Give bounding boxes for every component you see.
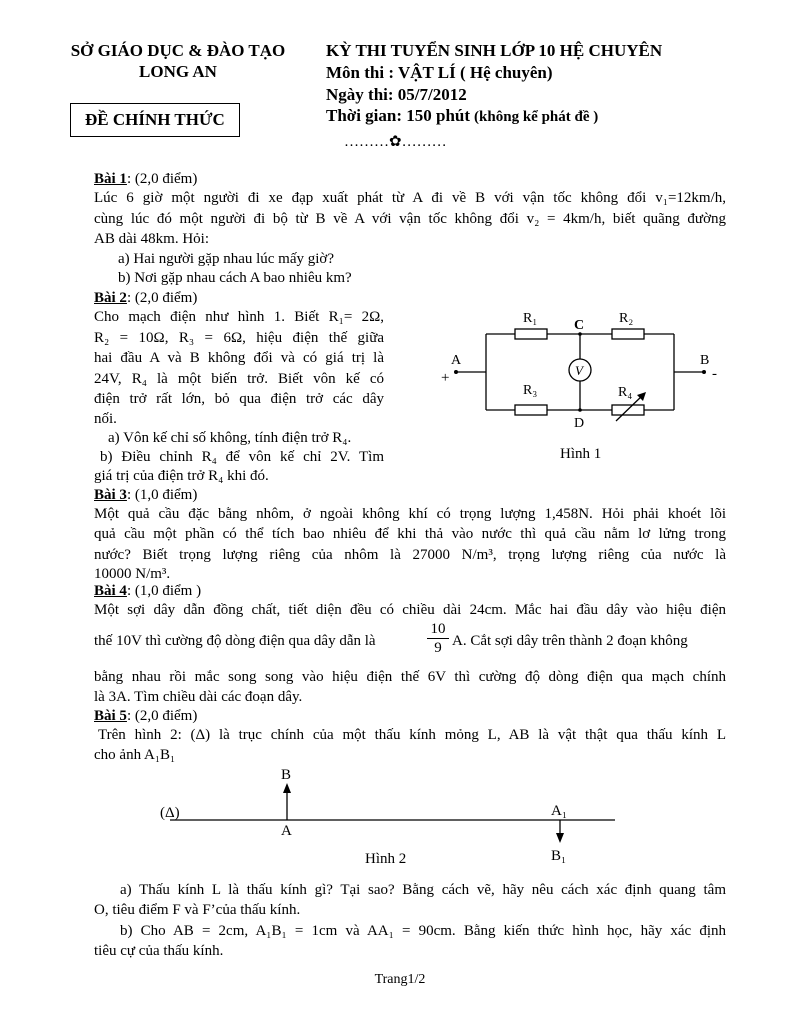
bai2-line2: R₂ = 10Ω, R₃ = 6Ω, hiệu điện thế giữa	[94, 330, 384, 346]
label-a: A	[281, 823, 292, 839]
bai3-heading	[94, 486, 197, 505]
bai5-question-a2: O, tiêu điểm F và F’của thấu kính.	[94, 902, 301, 918]
department-name: SỞ GIÁO DỤC & ĐÀO TẠO	[70, 41, 286, 60]
terminal-a-dot	[454, 370, 458, 374]
bai4-title: Bài 4	[94, 583, 127, 599]
figure1-caption: Hình 1	[560, 446, 602, 462]
bai5-line2: cho ảnh A₁B₁	[94, 747, 176, 763]
bai5-question-b1: b) Cho AB = 2cm, A₁B₁ = 1cm và AA₁ = 90cm. Bằng kiến thức hình học, hãy xác định	[120, 923, 726, 939]
exam-title: KỲ THI TUYỂN SINH LỚP 10 HỆ CHUYÊN	[326, 41, 663, 60]
resistor-r1	[515, 329, 547, 339]
bai1-question-a: a) Hai người gặp nhau lúc mấy giờ?	[118, 251, 335, 267]
bai1-title: Bài 1	[94, 171, 127, 187]
exam-duration-note: (không kể phát đề )	[474, 109, 599, 125]
bai4-line2b: A. Cắt sợi dây trên thành 2 đoạn không	[452, 633, 688, 649]
label-r3: R₃	[523, 383, 538, 398]
bai4-points: : (1,0 điểm )	[126, 583, 202, 599]
label-voltmeter: V	[575, 363, 583, 378]
label-r2: R₂	[619, 311, 634, 326]
label-r1: R₁	[523, 311, 538, 326]
bai2-question-b2: giá trị của điện trở R₄ khi đó.	[94, 468, 269, 484]
exam-duration-main: Thời gian: 150 phút	[326, 106, 471, 125]
bai2-heading	[94, 289, 197, 308]
bai2-points: : (2,0 điểm)	[126, 290, 198, 306]
province-name: LONG AN	[139, 62, 217, 81]
figure2-caption: Hình 2	[365, 851, 407, 867]
bai3-title: Bài 3	[94, 487, 127, 503]
exam-subject: Môn thi : VẬT LÍ ( Hệ chuyên)	[326, 63, 553, 82]
bai2-line4: 24V, R₄ là một biến trở. Biết vôn kế có	[94, 371, 384, 387]
bai4-line3: bằng nhau rồi mắc song song vào hiệu điện thế 6V thì cường độ dòng điện qua mạch chính	[94, 669, 726, 685]
axis-label: (Δ)	[160, 805, 180, 821]
bai5-points: : (2,0 điểm)	[126, 708, 198, 724]
page-number: Trang1/2	[374, 972, 426, 987]
bai5-question-b2: tiêu cự của thấu kính.	[94, 943, 224, 959]
bai2-title: Bài 2	[94, 290, 127, 306]
fraction-denominator: 9	[427, 638, 449, 657]
bai3-points: : (1,0 điểm)	[126, 487, 198, 503]
arrow-down-icon	[556, 833, 564, 843]
bai1-line3: AB dài 48km. Hỏi:	[94, 231, 209, 247]
bai3-line2: quả cầu một phần có thể tích bao nhiêu để khi thả vào nước thì quả cầu nằm lơ lửng trong	[94, 526, 726, 542]
label-d: D	[574, 416, 585, 431]
bai2-line5: điện trở rất lớn, bỏ qua điện trở các dây	[94, 391, 384, 407]
bai2-line3: hai đầu A và B không đổi và có giá trị là	[94, 350, 384, 366]
optics-diagram	[150, 765, 620, 870]
bai1-heading	[94, 170, 197, 189]
header-separator: ………✿………	[344, 134, 447, 150]
bai5-title: Bài 5	[94, 708, 127, 724]
bai2-question-a: a) Vôn kế chỉ số không, tính điện trở R₄.	[108, 430, 352, 446]
label-r4: R₄	[618, 385, 633, 400]
label-plus: +	[441, 370, 450, 386]
official-exam-box: ĐỀ CHÍNH THỨC	[70, 103, 240, 137]
bai2-question-b1: b) Điều chỉnh R₄ để vôn kế chỉ 2V. Tìm	[100, 449, 384, 465]
label-b: B	[700, 353, 710, 368]
terminal-b-dot	[702, 370, 706, 374]
bai2-line1: Cho mạch điện như hình 1. Biết R₁= 2Ω,	[94, 309, 384, 325]
exam-duration	[326, 105, 598, 126]
exam-date: Ngày thi: 05/7/2012	[326, 85, 467, 104]
fraction-numerator: 10	[430, 621, 446, 637]
bai5-line1: Trên hình 2: (Δ) là trục chính của một thấu kính mỏng L, AB là vật thật qua thấu kính L	[98, 727, 726, 743]
resistor-r3	[515, 405, 547, 415]
label-c: C	[574, 318, 585, 333]
bai2-line6: nối.	[94, 411, 117, 427]
bai4-heading	[94, 582, 201, 601]
label-b: B	[281, 767, 292, 783]
current-fraction	[427, 620, 449, 657]
resistor-r2	[612, 329, 644, 339]
bai3-line1: Một quả cầu đặc bằng nhôm, ở ngoài không khí có trọng lượng 1,458N. Hỏi phải khoét lõi	[94, 506, 726, 522]
bai4-line1: Một sợi dây dẫn đồng chất, tiết diện đều có chiều dài 24cm. Mắc hai đầu dây vào hiệu điện	[94, 602, 726, 618]
bai5-question-a1: a) Thấu kính L là thấu kính gì? Tại sao? Bằng cách vẽ, hãy nêu cách xác định quang tâm	[120, 882, 726, 898]
bai1-question-b: b) Nơi gặp nhau cách A bao nhiêu km?	[118, 270, 352, 286]
label-minus: -	[712, 366, 717, 382]
label-a1: A₁	[551, 803, 568, 819]
bai1-line2: cùng lúc đó một người đi bộ từ B về A với vận tốc không đổi v₂ = 4km/h, biết quãng đường	[94, 211, 726, 227]
bai4-line2a: thế 10V thì cường độ dòng điện qua dây dẫn là	[94, 633, 376, 649]
label-a: A	[451, 353, 462, 368]
bai5-heading	[94, 707, 197, 726]
bai1-line1: Lúc 6 giờ một người đi xe đạp xuất phát từ A đi về B với vận tốc không đổi v₁=12km/h,	[94, 190, 726, 206]
label-b1: B₁	[551, 848, 567, 864]
bai3-line3: nước? Biết trọng lượng riêng của nhôm là 27000 N/m³, trọng lượng riêng của nước là	[94, 547, 726, 563]
node-d-dot	[578, 408, 582, 412]
bai3-line4: 10000 N/m³.	[94, 566, 171, 582]
bai4-line4: là 3A. Tìm chiều dài các đoạn dây.	[94, 689, 303, 705]
bai1-points: : (2,0 điểm)	[126, 171, 198, 187]
circuit-diagram	[420, 298, 730, 468]
arrow-up-icon	[283, 783, 291, 793]
